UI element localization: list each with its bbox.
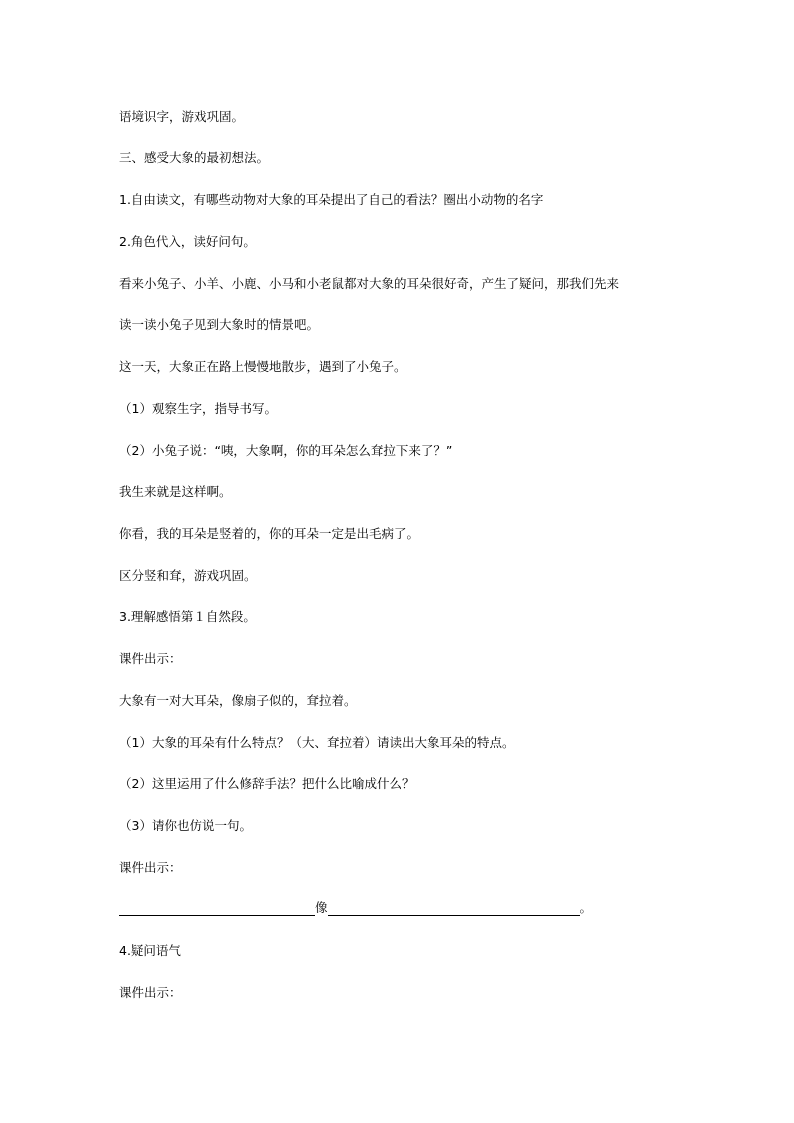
blank-underline — [328, 903, 580, 916]
text-line: 1.自由读文，有哪些动物对大象的耳朵提出了自己的看法？圈出小动物的名字 — [119, 192, 544, 207]
section-heading: 三、感受大象的最初想法。 — [119, 150, 270, 165]
text-line: 看来小兔子、小羊、小鹿、小马和小老鼠都对大象的耳朵很好奇，产生了疑问，那我们先来 — [119, 276, 620, 291]
text-line: 3.理解感悟第１自然段。 — [119, 609, 256, 624]
text-line: 课件出示： — [119, 985, 182, 1000]
blank-underline — [119, 903, 315, 916]
text-line: 2.角色代入，读好问句。 — [119, 234, 256, 249]
text-line: （1）大象的耳朵有什么特点？（大、耷拉着）请读出大象耳朵的特点。 — [119, 735, 515, 750]
text-line: 4.疑问语气 — [119, 943, 181, 958]
text-line: 课件出示： — [119, 860, 182, 875]
text-line: 你看，我的耳朵是竖着的，你的耳朵一定是出毛病了。 — [119, 526, 420, 541]
text-line: 读一读小兔子见到大象时的情景吧。 — [119, 317, 320, 332]
text-line: 区分竖和耷，游戏巩固。 — [119, 568, 257, 583]
blank-end-punctuation: 。 — [579, 900, 593, 915]
text-line: （3）请你也仿说一句。 — [119, 818, 252, 833]
text-line: （2）这里运用了什么修辞手法？把什么比喻成什么？ — [119, 776, 415, 791]
fill-in-blank-line — [119, 900, 592, 916]
text-line: 这一天，大象正在路上慢慢地散步，遇到了小兔子。 — [119, 359, 407, 374]
text-line: 大象有一对大耳朵，像扇子似的，耷拉着。 — [119, 693, 357, 708]
blank-connector-text: 像 — [315, 900, 328, 915]
text-line: 课件出示： — [119, 651, 182, 666]
text-line: 我生来就是这样啊。 — [119, 484, 232, 499]
text-line: （1）观察生字，指导书写。 — [119, 401, 277, 416]
text-line: 语境识字，游戏巩固。 — [119, 109, 245, 124]
text-line: （2）小兔子说：“咦，大象啊，你的耳朵怎么耷拉下来了？” — [119, 443, 453, 458]
